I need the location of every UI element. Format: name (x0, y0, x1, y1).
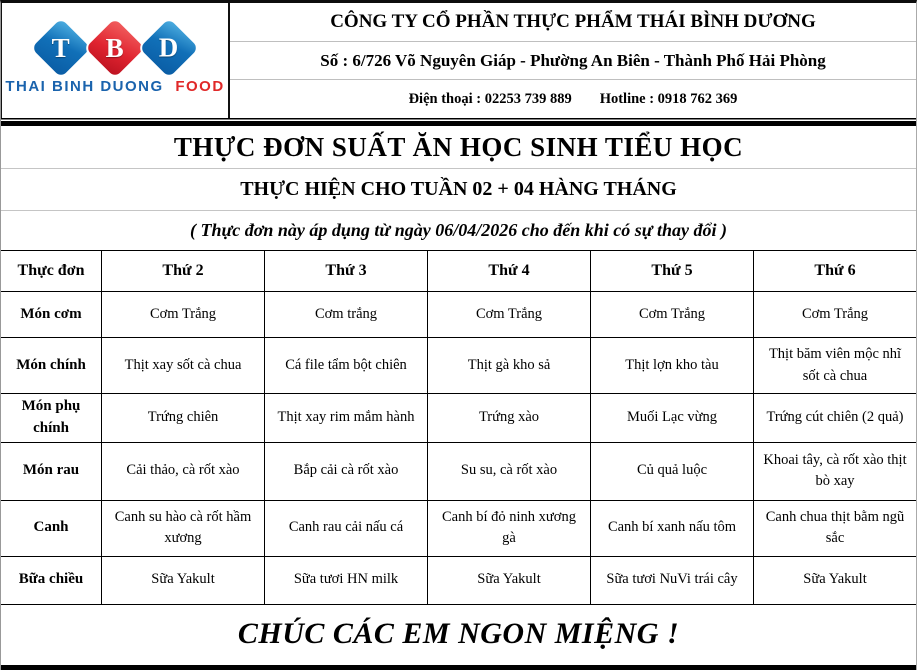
dish-cell: Trứng cút chiên (2 quả) (754, 394, 917, 443)
dish-cell: Cá file tẩm bột chiên (265, 338, 428, 394)
menu-table (0, 250, 917, 605)
logo-wordmark (5, 78, 224, 95)
column-header-day: Thứ 5 (591, 251, 754, 292)
dish-cell: Canh bí đỏ ninh xương gà (428, 500, 591, 556)
dish-cell: Cơm trắng (265, 292, 428, 338)
phone-number: Điện thoại : 02253 739 889 (408, 90, 572, 107)
table-row (1, 500, 917, 556)
footer-message: CHÚC CÁC EM NGON MIỆNG ! (237, 616, 680, 650)
logo-diamond-d-icon (139, 18, 198, 77)
row-label: Canh (1, 500, 102, 556)
column-header-day: Thứ 4 (428, 251, 591, 292)
dish-cell: Cơm Trắng (754, 292, 917, 338)
dish-cell: Sữa Yakult (102, 556, 265, 604)
company-contact-row (230, 79, 916, 118)
dish-cell: Thịt xay sốt cà chua (102, 338, 265, 394)
dish-cell: Sữa tươi HN milk (265, 556, 428, 604)
hotline-number: Hotline : 0918 762 369 (599, 90, 738, 107)
company-info (230, 3, 916, 118)
effective-date-note: ( Thực đơn này áp dụng từ ngày 06/04/2026 cho đến khi có sự thay đổi ) (189, 220, 728, 240)
row-label: Món phụ chính (1, 394, 102, 443)
dish-cell: Cơm Trắng (591, 292, 754, 338)
company-header (0, 3, 916, 118)
document-title: THỰC ĐƠN SUẤT ĂN HỌC SINH TIỂU HỌC (173, 131, 744, 162)
dish-cell: Thịt xay rim mắm hành (265, 394, 428, 443)
column-header-day: Thứ 3 (265, 251, 428, 292)
table-row (1, 556, 917, 604)
company-logo (2, 3, 230, 118)
logo-letter-b: B (105, 31, 125, 62)
company-name: CÔNG TY CỔ PHẦN THỰC PHẨM THÁI BÌNH DƯƠNG (330, 10, 816, 32)
dish-cell: Khoai tây, cà rốt xào thịt bò xay (754, 442, 917, 500)
dish-cell: Thịt gà kho sả (428, 338, 591, 394)
dish-cell: Cơm Trắng (428, 292, 591, 338)
effective-date-note-row (1, 210, 916, 250)
logo-name-main: THAI BINH DUONG (5, 77, 164, 95)
row-label: Món cơm (1, 292, 102, 338)
table-row (1, 394, 917, 443)
dish-cell: Canh rau cải nấu cá (265, 500, 428, 556)
logo-diamond-t-icon (31, 18, 90, 77)
dish-cell: Cơm Trắng (102, 292, 265, 338)
document-subtitle: THỰC HIỆN CHO TUẦN 02 + 04 HÀNG THÁNG (240, 178, 677, 200)
dish-cell: Cải thảo, cà rốt xào (102, 442, 265, 500)
dish-cell: Canh bí xanh nấu tôm (591, 500, 754, 556)
dish-cell: Sữa Yakult (754, 556, 917, 604)
dish-cell: Trứng chiên (102, 394, 265, 443)
document-subtitle-row (1, 168, 916, 210)
dish-cell: Thịt lợn kho tàu (591, 338, 754, 394)
header-divider-rule (1, 118, 916, 126)
dish-cell: Muối Lạc vừng (591, 394, 754, 443)
dish-cell: Canh chua thịt bằm ngũ sắc (754, 500, 917, 556)
row-label: Món rau (1, 442, 102, 500)
dish-cell: Củ quả luộc (591, 442, 754, 500)
menu-table-header-row (1, 251, 917, 292)
company-name-row (230, 3, 916, 41)
table-row (1, 442, 917, 500)
dish-cell: Bắp cải cà rốt xào (265, 442, 428, 500)
logo-diamonds (34, 27, 196, 69)
footer (1, 605, 916, 663)
dish-cell: Sữa tươi NuVi trái cây (591, 556, 754, 604)
menu-table-body (1, 292, 917, 605)
logo-letter-t: T (51, 31, 71, 62)
logo-letter-d: D (159, 32, 179, 62)
logo-diamond-b-icon (85, 18, 144, 77)
table-row (1, 292, 917, 338)
bottom-border-bar (1, 665, 916, 670)
row-label: Món chính (1, 338, 102, 394)
row-label: Bữa chiều (1, 556, 102, 604)
column-header-menu: Thực đơn (1, 251, 102, 292)
table-row (1, 338, 917, 394)
dish-cell: Sữa Yakult (428, 556, 591, 604)
column-header-day: Thứ 2 (102, 251, 265, 292)
company-address: Số : 6/726 Võ Nguyên Giáp - Phường An Biên - Thành Phố Hải Phòng (320, 50, 826, 70)
logo-name-food: FOOD (175, 77, 225, 95)
column-header-day: Thứ 6 (754, 251, 917, 292)
dish-cell: Trứng xào (428, 394, 591, 443)
dish-cell: Su su, cà rốt xào (428, 442, 591, 500)
dish-cell: Canh su hào cà rốt hầm xương (102, 500, 265, 556)
dish-cell: Thịt băm viên mộc nhĩ sốt cà chua (754, 338, 917, 394)
document-title-row (1, 126, 916, 168)
company-address-row (230, 41, 916, 80)
